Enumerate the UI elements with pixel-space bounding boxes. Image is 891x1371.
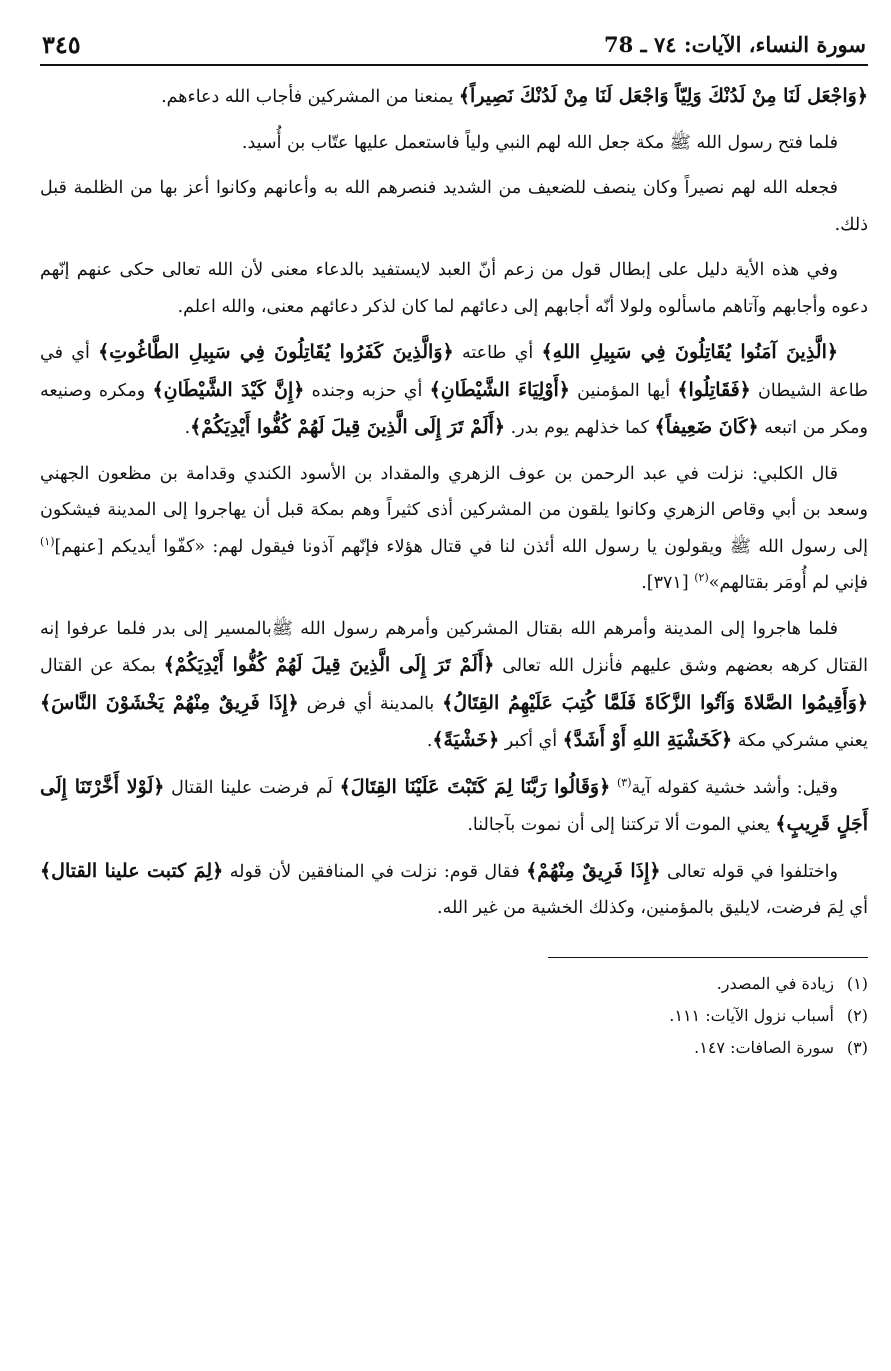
quran-verse: ﴿لِمَ كتبت علينا القتال﴾	[40, 859, 224, 882]
quran-verse: ﴿لَوْلا أَخَّرْتَنَا إِلَى أَجَلٍ قَرِيبٍ﴾	[40, 775, 868, 835]
paragraph	[40, 456, 868, 602]
paragraph-text: واختلفوا في قوله تعالى	[660, 861, 838, 882]
footnote-number: (٢)	[846, 1005, 868, 1025]
paragraph-text: فلما هاجروا إلى المدينة وأمرهم الله بقتال المشركين وأمرهم رسول الله ﷺبالمسير إلى بدر فلما عرفوا إنه القتال كرهه بعضهم وشق عليهم فأنزل الله تعالى	[40, 618, 868, 676]
paragraph-text: وقيل: وأشد خشية كقوله آية	[631, 777, 838, 798]
paragraph-text	[610, 778, 617, 798]
footnote-text: زيادة في المصدر.	[716, 973, 834, 993]
paragraph	[40, 334, 868, 447]
paragraph-text: فلما فتح رسول الله ﷺ مكة جعل الله لهم النبي ولياً فاستعمل عليها عتّاب بن أُسيد.	[241, 132, 838, 153]
footnote	[40, 1032, 868, 1064]
paragraph-text: أي لِمَ فرضت، لايليق بالمؤمنين، وكذلك الخشية من غير الله.	[437, 898, 868, 918]
quran-verse: ﴿أَوْلِيَاءَ الشَّيْطَانِ﴾	[429, 378, 570, 401]
paragraph-text: بالمدينة أي فرض	[298, 693, 443, 714]
footnote-text: أسباب نزول الآيات: ١١١.	[669, 1005, 834, 1025]
footnote-ref: (٣)	[616, 775, 632, 789]
paragraph	[40, 170, 868, 243]
footnote-number: (٣)	[846, 1037, 868, 1057]
paragraph-text: أي حزبه وجنده	[304, 380, 430, 401]
paragraph-text: لَم فرضت علينا القتال	[164, 777, 340, 798]
quran-verse: ﴿كَانَ ضَعِيفاً﴾	[654, 416, 759, 438]
paragraph	[40, 78, 868, 116]
paragraph-text: .	[426, 731, 433, 751]
paragraph-text: يعني الموت ألا تركتنا إلى أن نموت بآجالنا.	[467, 815, 776, 835]
footnote-ref: (٢)	[694, 571, 709, 585]
paragraph	[40, 252, 868, 325]
footnote-divider	[548, 957, 868, 958]
paragraph-text: أي أكبر	[499, 731, 563, 751]
paragraph-text: [٣٧١].	[641, 573, 695, 593]
quran-verse: ﴿وَقَالُوا رَبَّنَا لِمَ كَتَبْتَ عَلَيْنَا القِتَالَ﴾	[339, 775, 611, 798]
paragraph-text: قال الكلبي: نزلت في عبد الرحمن بن عوف الزهري والمقداد بن الأسود الكندي وقدامة بن مظعون الجهني وسعد بن أبي وقاص الزهري وكانوا يلقون من المشركين أذى كثيراً وهم بمكة قبل أن يهاجروا إلى المدينة فيشكون إلى رسول الله ﷺ ويقولون يا رسول الله أئذن لنا في قتال هؤلاء فإنّهم آذونا فيقول لهم: «كفّوا أيديكم [عنهم]	[40, 463, 868, 557]
paragraph	[40, 853, 868, 927]
quran-verse: ﴿الَّذِينَ آمَنُوا يُقَاتِلُونَ فِي سَبِيلِ اللهِ﴾	[541, 341, 838, 363]
paragraph-text: بمكة عن القتال	[40, 656, 164, 676]
page-body	[40, 78, 868, 927]
paragraph-text: فقال قوم: نزلت في المنافقين لأن قوله	[223, 861, 527, 882]
footnotes	[40, 968, 868, 1064]
paragraph-text: أي طاعته	[453, 343, 542, 363]
page-number: ٣٤٥	[42, 30, 81, 59]
quran-verse: ﴿إِنَّ كَيْدَ الشَّيْطَانِ﴾	[152, 378, 305, 401]
paragraph-text: فإني لم أُومَر بقتالهم»	[708, 573, 868, 593]
paragraph	[40, 125, 868, 162]
paragraph-text: أي في طاعة الشيطان	[40, 343, 869, 401]
paragraph-text: يمنعنا من المشركين فأجاب الله دعاءهم.	[161, 87, 459, 107]
quran-verse: ﴿إِذَا فَرِيقٌ مِنْهُمْ يَخْشَوْنَ النَّاسَ﴾	[40, 691, 299, 714]
surah-title: سورة النساء، الآيات: ٧٤ ـ 78	[603, 32, 866, 57]
page-header	[40, 28, 868, 66]
paragraph-text: يعني مشركي مكة	[732, 731, 868, 751]
book-page	[40, 28, 868, 1064]
paragraph-text: كما خذلهم يوم بدر.	[505, 418, 655, 438]
paragraph-text: وفي هذه الأية دليل على إبطال قول من زعم أنّ العبد لايستفيد بالدعاء معنى لأن الله تعالى حكى عنهم إنّهم دعوه وأجابهم وآتاهم ماسألوه ولولا أنّه أجابهم إلى دعائهم لما كان لذكر دعائهم معنى، والله اعلم.	[40, 260, 868, 317]
paragraph-text: .	[184, 418, 191, 438]
footnote-number: (١)	[846, 973, 868, 993]
footnote	[40, 1000, 868, 1032]
paragraph-text: ومكره وصنيعه ومكر من اتبعه	[40, 380, 868, 438]
footnote	[40, 968, 868, 1000]
quran-verse: ﴿كَخَشْيَةِ اللهِ أَوْ أَشَدَّ﴾	[562, 729, 733, 751]
paragraph	[40, 769, 868, 844]
paragraph	[40, 611, 868, 760]
quran-verse: ﴿وَأَقِيمُوا الصَّلاةَ وَآتُوا الزَّكَاةَ فَلَمَّا كُتِبَ عَلَيْهِمُ القِتَالُ﴾	[442, 691, 869, 714]
quran-verse: ﴿فَقَاتِلُوا﴾	[677, 378, 751, 401]
footnote-text: سورة الصافات: ١٤٧.	[694, 1037, 834, 1057]
quran-verse: ﴿أَلَمْ تَرَ إِلَى الَّذِينَ قِيلَ لَهُمْ كُفُّوا أَيْدِيَكُمْ﴾	[163, 654, 495, 676]
quran-verse: ﴿إِذَا فَرِيقٌ مِنْهُمْ﴾	[526, 859, 661, 882]
quran-verse: ﴿خَشْيَةً﴾	[432, 729, 500, 751]
quran-verse: ﴿أَلَمْ تَرَ إِلَى الَّذِينَ قِيلَ لَهُمْ كُفُّوا أَيْدِيَكُمْ﴾	[190, 416, 506, 438]
quran-verse: ﴿وَالَّذِينَ كَفَرُوا يُقَاتِلُونَ فِي سَبِيلِ الطَّاغُوتِ﴾	[98, 341, 454, 363]
footnote-ref: (١)	[40, 534, 55, 548]
paragraph-text: أيها المؤمنين	[569, 380, 678, 401]
quran-verse: ﴿وَاجْعَل لَنَا مِنْ لَدُنْكَ وَلِيّاً وَاجْعَل لَنَا مِنْ لَدُنْكَ نَصِيراً﴾	[458, 85, 868, 107]
paragraph-text: فجعله الله لهم نصيراً وكان ينصف للضعيف من الشديد فنصرهم الله به وأعانهم وكانوا أعز بها من الظلمة قبل ذلك.	[40, 178, 868, 235]
